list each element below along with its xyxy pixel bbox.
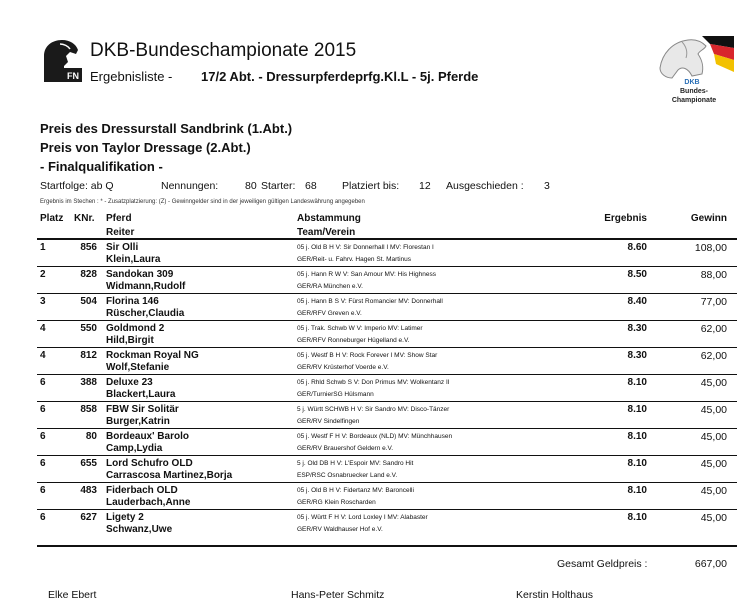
dkb-logo-line3: Championate [671,97,717,104]
row-ergebnis: 8.40 [627,296,647,307]
row-gewinn: 45,00 [700,377,727,389]
list-subtitle [90,69,479,84]
row-reiter: Wolf,Stefanie [106,362,170,373]
starter-value: 68 [305,180,317,192]
row-abstammung: 05 j. Württ F H V: Lord Loxley I MV: Alabaster [297,514,428,521]
row-ergebnis: 8.50 [627,269,647,280]
row-divider [37,428,737,429]
signature-judge-2: Hans-Peter Schmitz [291,589,385,601]
prize-line-2: Preis von Taylor Dressage (2.Abt.) [40,140,251,155]
row-knr: 828 [80,269,97,280]
row-gewinn: 45,00 [700,431,727,443]
row-ergebnis: 8.10 [627,377,647,388]
table-row [0,375,750,402]
header-pferd: Pferd [106,213,132,224]
table-row [0,429,750,456]
row-abstammung: 05 j. Rhld Schwb S V: Don Primus MV: Wolkentanz II [297,379,450,386]
row-divider [37,347,737,348]
row-divider [37,455,737,456]
row-reiter: Hild,Birgit [106,335,154,346]
row-pferd: Ligety 2 [106,512,144,523]
ausgeschieden-label: Ausgeschieden : [446,180,524,192]
gesamt-geldpreis-label: Gesamt Geldpreis : [557,558,648,570]
table-row [0,294,750,321]
dkb-logo-line1: DKB [684,79,700,86]
row-team: GER/RV Krüsterhof Voerde e.V. [297,364,389,371]
header-gewinn: Gewinn [690,213,727,224]
row-reiter: Camp,Lydia [106,443,163,454]
row-reiter: Rüscher,Claudia [106,308,185,319]
row-knr: 504 [80,296,97,307]
row-team: GER/RFV Greven e.V. [297,310,362,317]
row-abstammung: 05 j. Westf B H V: Rock Forever I MV: Show Star [297,352,438,359]
row-platz: 6 [40,485,46,496]
row-reiter: Schwanz,Uwe [106,524,173,535]
page-title: DKB-Bundeschampionate 2015 [90,40,357,61]
row-team: GER/RV Brauershof Geldern e.V. [297,445,394,452]
nennungen-label: Nennungen: [161,180,219,192]
header-ergebnis: Ergebnis [604,213,647,224]
fn-logo-text: FN [67,71,79,81]
nennungen-value: 80 [245,180,257,192]
platziert-value: 12 [419,180,431,192]
row-abstammung: 05 j. Hann B S V: Fürst Romancier MV: Donnerhall [297,298,443,305]
gesamt-geldpreis-value: 667,00 [694,558,727,570]
list-label: Ergebnisliste - [90,69,173,84]
row-reiter: Widmann,Rudolf [106,281,186,292]
row-team: GER/RV Waldhauser Hof e.V. [297,526,383,533]
row-ergebnis: 8.10 [627,431,647,442]
row-abstammung: 05 j. Westf F H V: Bordeaux (NLD) MV: Münchhausen [297,433,453,440]
header-abstammung: Abstammung [297,213,361,224]
header-reiter: Reiter [106,227,135,238]
row-pferd: Lord Schufro OLD [106,458,193,469]
competition-name: 17/2 Abt. - Dressurpferdeprfg.Kl.L - 5j. Pferde [201,69,479,84]
row-pferd: Bordeaux' Barolo [106,431,189,442]
row-gewinn: 62,00 [700,323,727,335]
row-team: GER/RV Sindelfingen [297,418,360,425]
row-gewinn: 45,00 [700,458,727,470]
signature-judge-1: Elke Ebert [48,589,97,601]
row-ergebnis: 8.30 [627,323,647,334]
table-row [0,510,750,537]
row-divider [37,266,737,267]
dkb-logo-line2: Bundes- [680,88,708,95]
prize-line-1: Preis des Dressurstall Sandbrink (1.Abt.) [40,121,293,136]
row-knr: 550 [80,323,97,334]
row-pferd: Florina 146 [106,296,159,307]
row-reiter: Klein,Laura [106,254,161,265]
row-reiter: Burger,Katrin [106,416,170,427]
row-gewinn: 45,00 [700,512,727,524]
row-divider [37,374,737,375]
fn-logo [38,38,82,84]
row-ergebnis: 8.10 [627,485,647,496]
row-pferd: Sandokan 309 [106,269,174,280]
startfolge: Startfolge: ab Q [40,180,114,192]
table-row [0,321,750,348]
row-pferd: Fiderbach OLD [106,485,178,496]
row-platz: 4 [40,323,46,334]
row-platz: 3 [40,296,46,307]
table-row [0,402,750,429]
row-knr: 627 [80,512,97,523]
row-reiter: Carrascosa Martinez,Borja [106,470,233,481]
row-team: GER/RA München e.V. [297,283,363,290]
row-team: GER/Reit- u. Fahrv. Hagen St. Martinus [297,256,412,263]
row-team: GER/RG Klein Roscharden [297,499,376,506]
row-reiter: Lauderbach,Anne [106,497,191,508]
row-pferd: Rockman Royal NG [106,350,199,361]
row-knr: 856 [80,242,97,253]
dkb-bundeschampionate-logo [652,34,734,106]
row-gewinn: 108,00 [694,242,727,254]
header-team: Team/Verein [297,227,356,238]
row-platz: 1 [40,242,46,253]
row-gewinn: 62,00 [700,350,727,362]
row-abstammung: 05 j. Old B H V: Fidertanz MV: Baroncelli [297,487,414,494]
row-knr: 655 [80,458,97,469]
table-bottom-rule [37,545,737,547]
row-platz: 6 [40,377,46,388]
dkb-horse-logo-icon [652,34,734,106]
row-team: ESP/RSC Osnabruecker Land e.V. [297,472,398,479]
row-abstammung: 05 j. Trak. Schwb W V: Imperio MV: Latimer [297,325,423,332]
row-team: GER/RFV Ronneburger Hügelland e.V. [297,337,410,344]
row-knr: 483 [80,485,97,496]
signature-judge-3: Kerstin Holthaus [516,589,594,601]
table-row [0,456,750,483]
row-ergebnis: 8.10 [627,404,647,415]
row-pferd: FBW Sir Solitär [106,404,179,415]
header-platz: Platz [40,213,64,224]
row-abstammung: 5 j. Old DB H V: L'Espoir MV: Sandro Hit [297,460,414,467]
row-divider [37,509,737,510]
table-row [0,267,750,294]
row-gewinn: 88,00 [700,269,727,281]
row-gewinn: 77,00 [700,296,727,308]
row-knr: 858 [80,404,97,415]
row-pferd: Deluxe 23 [106,377,153,388]
row-ergebnis: 8.10 [627,458,647,469]
row-platz: 2 [40,269,46,280]
starter-label: Starter: [261,180,296,192]
row-platz: 6 [40,404,46,415]
row-divider [37,401,737,402]
row-ergebnis: 8.30 [627,350,647,361]
row-gewinn: 45,00 [700,404,727,416]
row-abstammung: 5 j. Württ SCHWB H V: Sir Sandro MV: Disco-Tänzer [297,406,450,413]
row-platz: 6 [40,512,46,523]
prize-line-3: - Finalqualifikation - [40,159,163,174]
row-knr: 80 [85,431,97,442]
horse-head-icon [38,38,82,84]
row-abstammung: 05 j. Hann R W V: San Amour MV: His Highness [297,271,436,278]
result-note: Ergebnis im Stechen : * - Zusatzplatzierung: (Z) - Gewinngelder sind in der jeweiligen gültigen Landeswährung angegeben [40,199,365,205]
row-gewinn: 45,00 [700,485,727,497]
row-pferd: Sir Olli [106,242,139,253]
row-knr: 388 [80,377,97,388]
row-reiter: Blackert,Laura [106,389,176,400]
row-platz: 6 [40,458,46,469]
table-row [0,348,750,375]
row-platz: 4 [40,350,46,361]
table-row [0,240,750,267]
row-pferd: Goldmond 2 [106,323,165,334]
row-divider [37,293,737,294]
platziert-label: Platziert bis: [342,180,400,192]
table-row [0,483,750,510]
row-divider [37,482,737,483]
row-team: GER/TurnierSG Hülsmann [297,391,374,398]
row-abstammung: 05 j. Old B H V: Sir Donnerhall I MV: Florestan I [297,244,434,251]
ausgeschieden-value: 3 [544,180,550,192]
row-ergebnis: 8.60 [627,242,647,253]
header-knr: KNr. [74,213,95,224]
row-platz: 6 [40,431,46,442]
row-knr: 812 [80,350,97,361]
row-divider [37,320,737,321]
row-ergebnis: 8.10 [627,512,647,523]
